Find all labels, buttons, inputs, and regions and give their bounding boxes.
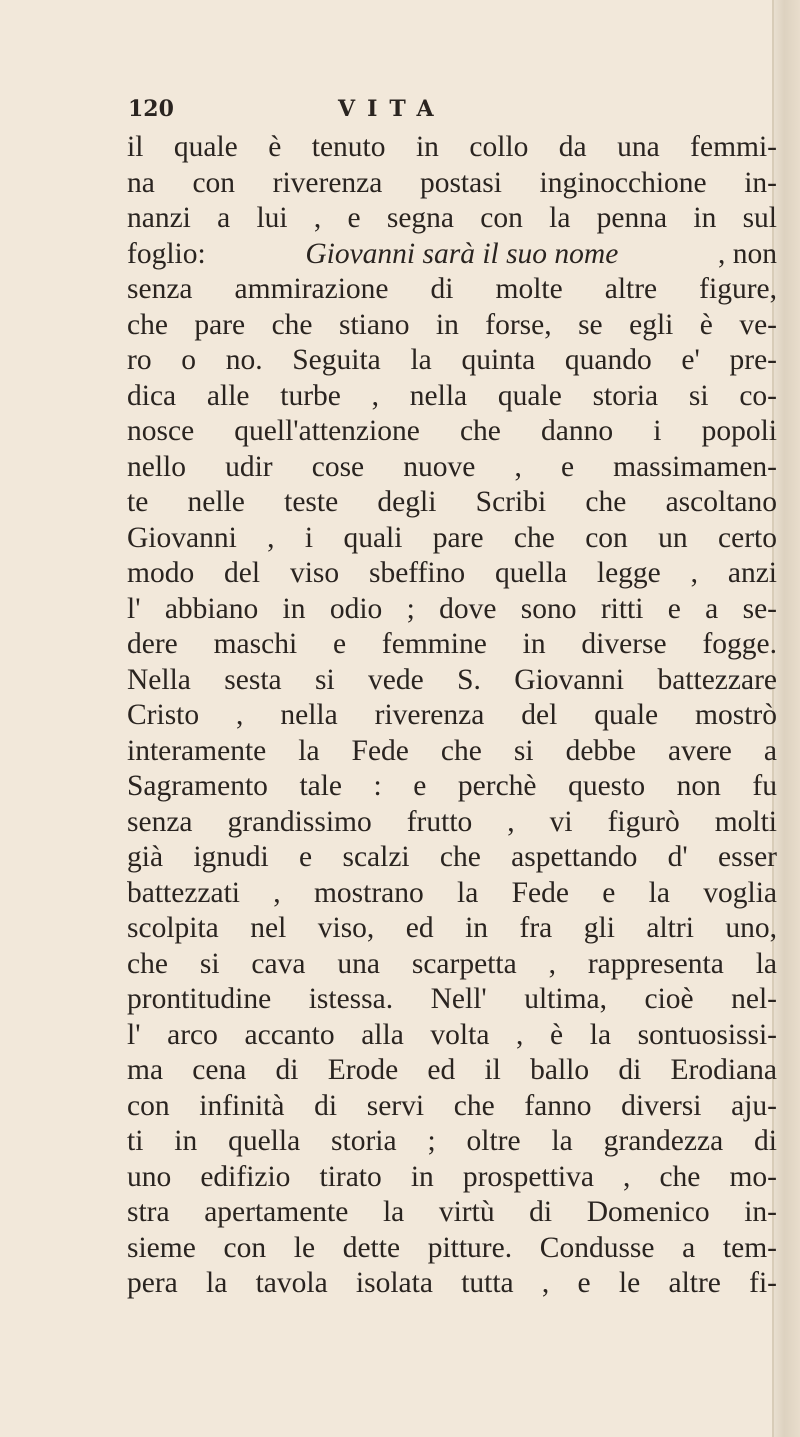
running-title: VITA	[338, 96, 446, 122]
text-line: uno edifizio tirato in prospettiva , che mo-	[127, 1160, 777, 1193]
text-line	[127, 237, 777, 273]
text-line: battezzati , mostrano la Fede e la voglia	[127, 876, 777, 909]
text-line: stra apertamente la virtù di Domenico in-	[127, 1196, 777, 1228]
text-line: ti in quella storia ; oltre la grandezza di	[127, 1125, 777, 1157]
text-line: ma cena di Erode ed il ballo di Erodiana	[127, 1054, 777, 1086]
text-line: Cristo , nella riverenza del quale mostrò	[127, 699, 777, 731]
text-line: scolpita nel viso, ed in fra gli altri uno,	[127, 912, 777, 944]
text-line: il quale è tenuto in collo da una femmi-	[127, 131, 777, 163]
text-line: senza ammirazione di molte altre figure,	[127, 273, 777, 305]
text-fragment: foglio:	[127, 237, 206, 270]
text-line: na con riverenza postasi inginocchione in-	[127, 166, 777, 199]
text-line: l' abbiano in odio ; dove sono ritti e a se-	[127, 592, 777, 625]
text-line: nanzi a lui , e segna con la penna in sul	[127, 202, 777, 234]
page-number: 120	[128, 96, 174, 122]
text-line: dica alle turbe , nella quale storia si co-	[127, 379, 777, 412]
text-line: Sagramento tale : e perchè questo non fu	[127, 770, 777, 802]
text-line: che si cava una scarpetta , rappresenta la	[127, 947, 777, 980]
text-line: con infinità di servi che fanno diversi aju-	[127, 1089, 777, 1122]
page-edge	[774, 0, 800, 1437]
text-line: interamente la Fede che si debbe avere a	[127, 734, 777, 767]
text-line: modo del viso sbeffino quella legge , anzi	[127, 557, 777, 589]
text-line: dere maschi e femmine in diverse fogge.	[127, 628, 777, 660]
text-line: te nelle teste degli Scribi che ascoltano	[127, 486, 777, 518]
running-header	[128, 96, 548, 128]
body-text	[127, 130, 777, 1302]
text-line: senza grandissimo frutto , vi figurò molti	[127, 805, 777, 838]
text-line: nosce quell'attenzione che danno i popoli	[127, 415, 777, 447]
text-line: sieme con le dette pitture. Condusse a tem-	[127, 1231, 777, 1264]
text-line: Nella sesta si vede S. Giovanni battezzare	[127, 663, 777, 696]
text-line: nello udir cose nuove , e massimamen-	[127, 450, 777, 483]
text-line: l' arco accanto alla volta , è la sontuosissi-	[127, 1018, 777, 1051]
text-fragment: , non	[717, 237, 777, 270]
text-line: ro o no. Seguita la quinta quando e' pre-	[127, 344, 777, 376]
text-line: Giovanni , i quali pare che con un certo	[127, 521, 777, 554]
text-line: pera la tavola isolata tutta , e le altre fi-	[127, 1267, 777, 1299]
text-line: che pare che stiano in forse, se egli è ve-	[127, 308, 777, 341]
text-line: già ignudi e scalzi che aspettando d' esser	[127, 841, 777, 873]
italic-quote: Giovanni sarà il suo nome	[305, 237, 619, 270]
text-line: prontitudine istessa. Nell' ultima, cioè nel-	[127, 983, 777, 1015]
